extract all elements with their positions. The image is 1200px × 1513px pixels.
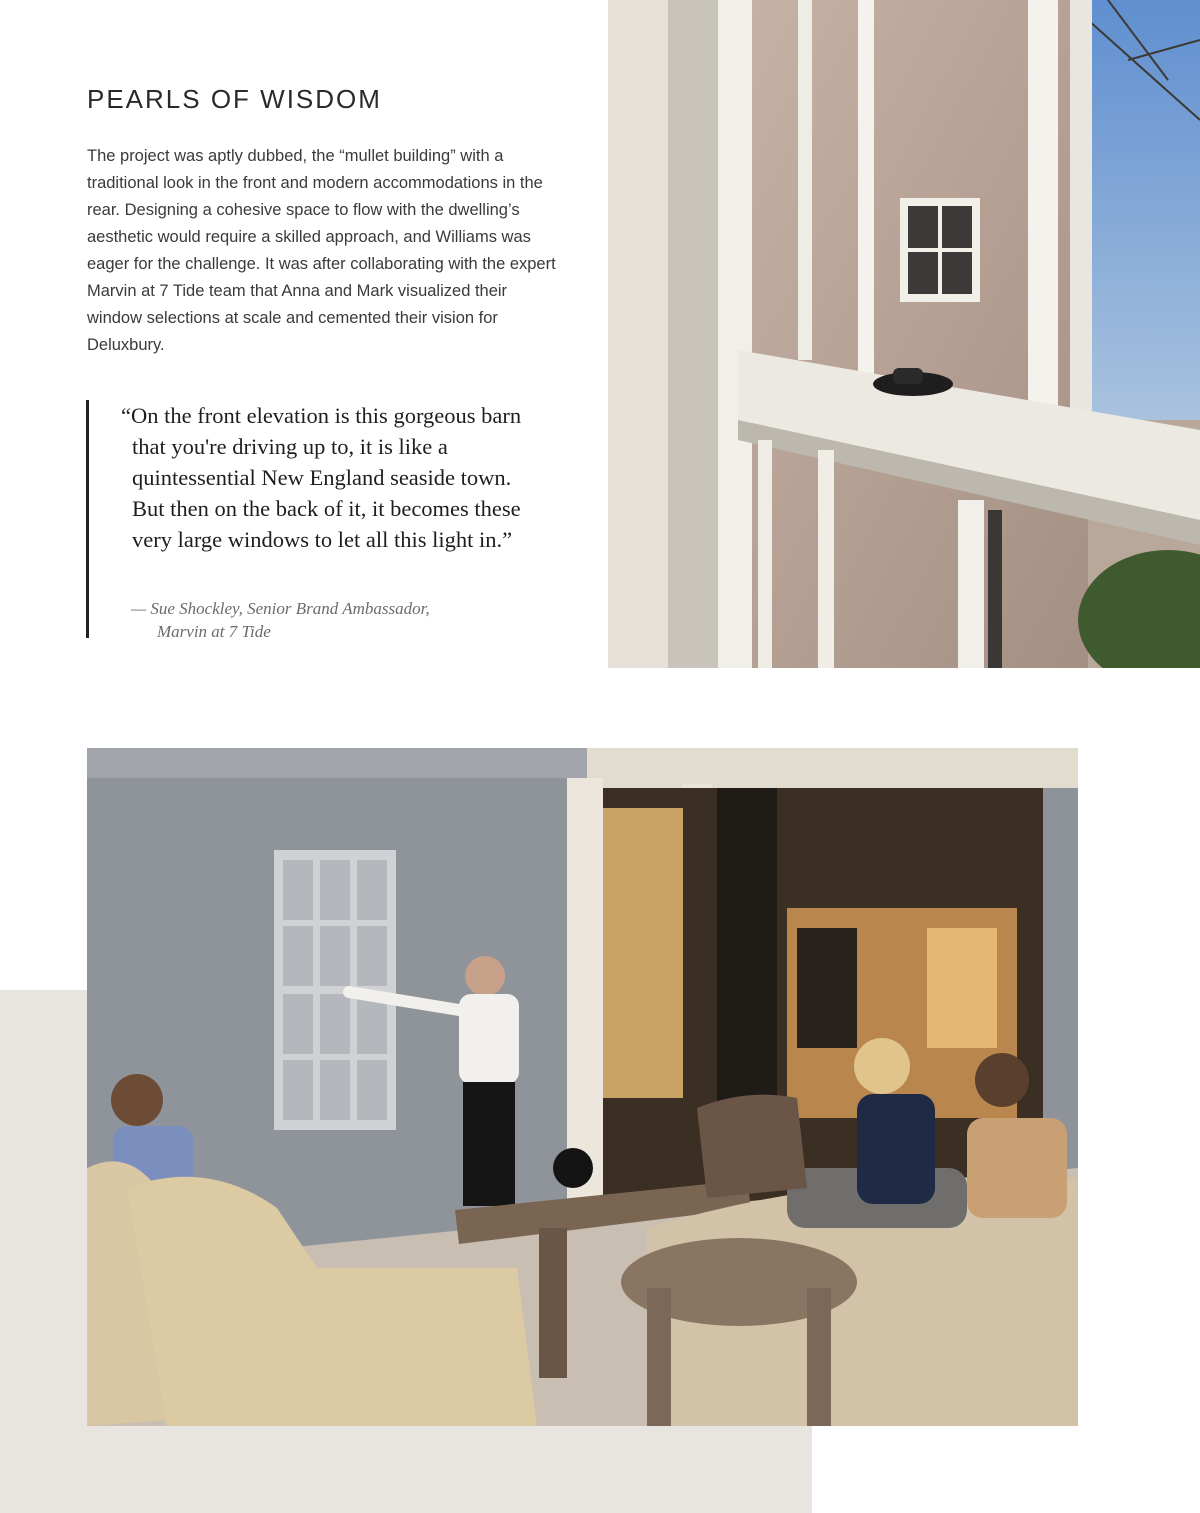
- showroom-consultation-photo: [87, 748, 1078, 1426]
- window-detail-illustration: [608, 0, 1200, 668]
- section-heading: PEARLS OF WISDOM: [87, 84, 382, 114]
- pull-quote: [86, 400, 549, 641]
- showroom-illustration: [87, 748, 1078, 1426]
- attribution-line-1: — Sue Shockley, Senior Brand Ambassador,: [131, 599, 430, 618]
- attribution-line-2: Marvin at 7 Tide: [157, 622, 271, 641]
- pull-quote-attribution: [131, 597, 531, 643]
- body-paragraph: The project was aptly dubbed, the “mullet building” with a traditional look in the front and modern accommodations in the rear. Designing a cohesive space to flow with the dwelling’s aesthetic would require a skilled approach, and Williams was eager for the challenge. It was after collaborating with the expert Marvin at 7 Tide team that Anna and Mark visualized their window selections at scale and cemented their vision for Deluxbury.: [87, 147, 556, 354]
- window-detail-photo: [608, 0, 1200, 668]
- pull-quote-text: “On the front elevation is this gorgeous barn that you're driving up to, it is like a quintessential New England seaside town. But then on the back of it, it becomes these very large windows to let all this light in.”: [121, 403, 522, 552]
